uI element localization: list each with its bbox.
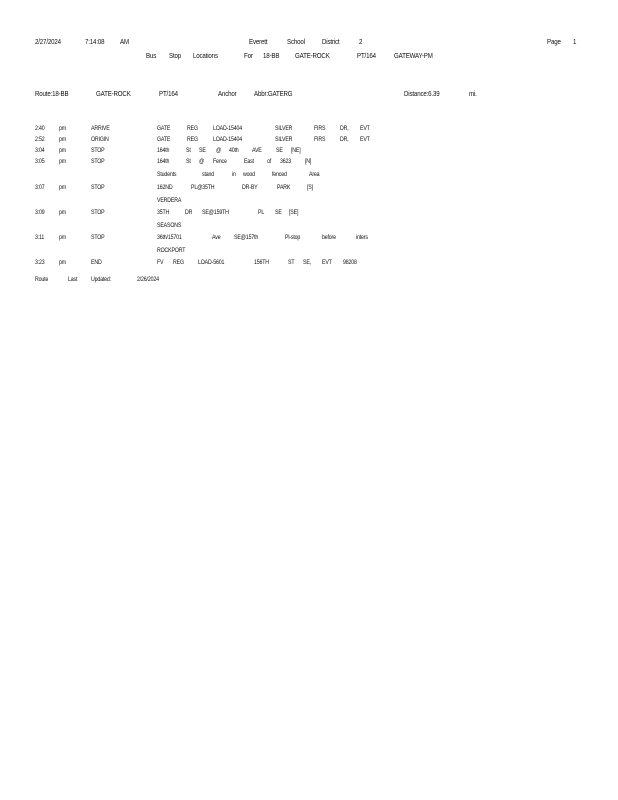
org-word: 2 [359, 37, 363, 46]
stop-desc-word: St [186, 147, 191, 154]
stop-desc-word: PL [258, 209, 265, 216]
stop-desc-word: 162ND [157, 184, 173, 191]
distance-unit: mi. [469, 89, 477, 98]
subtitle-word: For [244, 51, 253, 60]
subtitle-word: GATE-ROCK [295, 51, 330, 60]
stop-time: 3:09 [35, 209, 45, 216]
stop-desc-word: FIRS [314, 125, 326, 132]
stop-desc-word: SE [199, 147, 206, 154]
stop-desc-word: SE [275, 209, 282, 216]
subtitle-word: Stop [169, 51, 182, 60]
page-number: 1 [573, 37, 577, 46]
stop-desc-word: 98208 [343, 259, 357, 266]
stop-desc-word: FV [157, 259, 164, 266]
stop-desc-word: 3623 [280, 158, 292, 165]
stop-desc-word: AVE [252, 147, 262, 154]
stop-time: 3:04 [35, 147, 45, 154]
route-distance: Distance:6.39 [404, 89, 440, 98]
last-updated-date: 2/26/2024 [137, 276, 159, 283]
stop-time: 2:52 [35, 136, 45, 143]
stop-desc-word: SILVER [275, 125, 293, 132]
stop-period: pm [59, 136, 66, 143]
org-word: District [322, 37, 340, 46]
stop-type: ARRIVE [91, 125, 110, 132]
subtitle-word: 18-BB [263, 51, 280, 60]
subtitle-word: GATEWAY-PM [394, 51, 433, 60]
print-time: 7:14:08 [85, 37, 105, 46]
stop-desc-word: LOAD-15404 [213, 136, 242, 143]
stop-note-word: VERDERA [157, 197, 182, 204]
subtitle-word: Bus [146, 51, 157, 60]
stop-period: pm [59, 125, 66, 132]
stop-desc-word: [NE] [291, 147, 301, 154]
page-label: Page [547, 37, 561, 46]
footer-word: Route [35, 276, 49, 283]
subtitle-word: PT/164 [357, 51, 376, 60]
stop-desc-word: SE@157th [234, 234, 259, 241]
stop-type: ORIGIN [91, 136, 109, 143]
stop-desc-word: GATE [157, 125, 171, 132]
stop-note-word: fenced [272, 171, 287, 178]
stop-desc-word: SE, [303, 259, 311, 266]
print-ampm: AM [120, 37, 129, 46]
stop-desc-word: SE@159TH [202, 209, 229, 216]
stop-desc-word: Pl-stop [285, 234, 301, 241]
org-word: School [287, 37, 305, 46]
stop-type: STOP [91, 209, 105, 216]
stop-note-word: SEASONS [157, 222, 182, 229]
stop-desc-word: ST [288, 259, 295, 266]
stop-period: pm [59, 184, 66, 191]
stop-desc-word: inters [356, 234, 368, 241]
stop-note-word: ROCKPORT [157, 247, 186, 254]
stop-time: 3:05 [35, 158, 45, 165]
stop-type: STOP [91, 184, 105, 191]
stop-desc-word: St [186, 158, 191, 165]
stop-desc-word: PL@35TH [191, 184, 215, 191]
anchor-label: Anchor [218, 89, 237, 98]
stop-note-word: wood [243, 171, 255, 178]
stop-desc-word: 35TH [157, 209, 170, 216]
stop-desc-word: SE [276, 147, 283, 154]
stop-desc-word: PARK [277, 184, 291, 191]
stop-desc-word: Ave [212, 234, 221, 241]
stop-time: 3:07 [35, 184, 45, 191]
stop-desc-word: SILVER [275, 136, 293, 143]
stop-time: 2:40 [35, 125, 45, 132]
stop-desc-word: DR, [340, 125, 349, 132]
subtitle-word: Locations [193, 51, 218, 60]
stop-desc-word: GATE [157, 136, 171, 143]
stop-desc-word: @ [199, 158, 205, 165]
stop-desc-word: DR [185, 209, 193, 216]
route-id: Route:18-BB [35, 89, 69, 98]
stop-type: STOP [91, 158, 105, 165]
stop-desc-word: 36th/15701 [157, 234, 182, 241]
stop-desc-word: EVT [322, 259, 332, 266]
stop-desc-word: 164th [157, 158, 170, 165]
stop-desc-word: Fence [213, 158, 227, 165]
route-name: GATE-ROCK [96, 89, 131, 98]
stop-note-word: Students [157, 171, 177, 178]
stop-note-word: Area [309, 171, 320, 178]
stop-desc-word: 164th [157, 147, 170, 154]
stop-desc-word: 40th [229, 147, 239, 154]
stop-time: 3:11 [35, 234, 45, 241]
stop-note-word: stand [202, 171, 215, 178]
stop-desc-word: of [267, 158, 272, 165]
stop-period: pm [59, 259, 66, 266]
stop-desc-word: 156TH [254, 259, 269, 266]
footer-word: Updated: [91, 276, 111, 283]
stop-desc-word: [S] [307, 184, 313, 191]
stop-desc-word: @ [216, 147, 222, 154]
stop-desc-word: East [244, 158, 254, 165]
stop-note-word: in [232, 171, 236, 178]
stop-desc-word: EVT [360, 125, 370, 132]
stop-desc-word: LOAD-15404 [213, 125, 242, 132]
stop-type: STOP [91, 147, 105, 154]
stop-type: STOP [91, 234, 105, 241]
stop-desc-word: LOAD-5601 [198, 259, 225, 266]
stop-period: pm [59, 158, 66, 165]
stop-desc-word: REG [187, 136, 198, 143]
stop-desc-word: [SE] [289, 209, 299, 216]
print-date: 2/27/2024 [35, 37, 61, 46]
stop-desc-word: before [322, 234, 336, 241]
route-code: PT/164 [159, 89, 178, 98]
stop-type: END [91, 259, 102, 266]
stop-desc-word: REG [173, 259, 184, 266]
stop-desc-word: DR-BY [242, 184, 258, 191]
stop-desc-word: [N] [305, 158, 312, 165]
stop-period: pm [59, 147, 66, 154]
stop-period: pm [59, 234, 66, 241]
stop-desc-word: EVT [360, 136, 370, 143]
footer-word: Last [68, 276, 78, 283]
stop-desc-word: REG [187, 125, 198, 132]
stop-period: pm [59, 209, 66, 216]
stop-desc-word: DR, [340, 136, 349, 143]
anchor-abbr: Abbr:GATERG [254, 89, 293, 98]
org-word: Everett [249, 37, 268, 46]
stop-time: 3:23 [35, 259, 45, 266]
stop-desc-word: FIRS [314, 136, 326, 143]
